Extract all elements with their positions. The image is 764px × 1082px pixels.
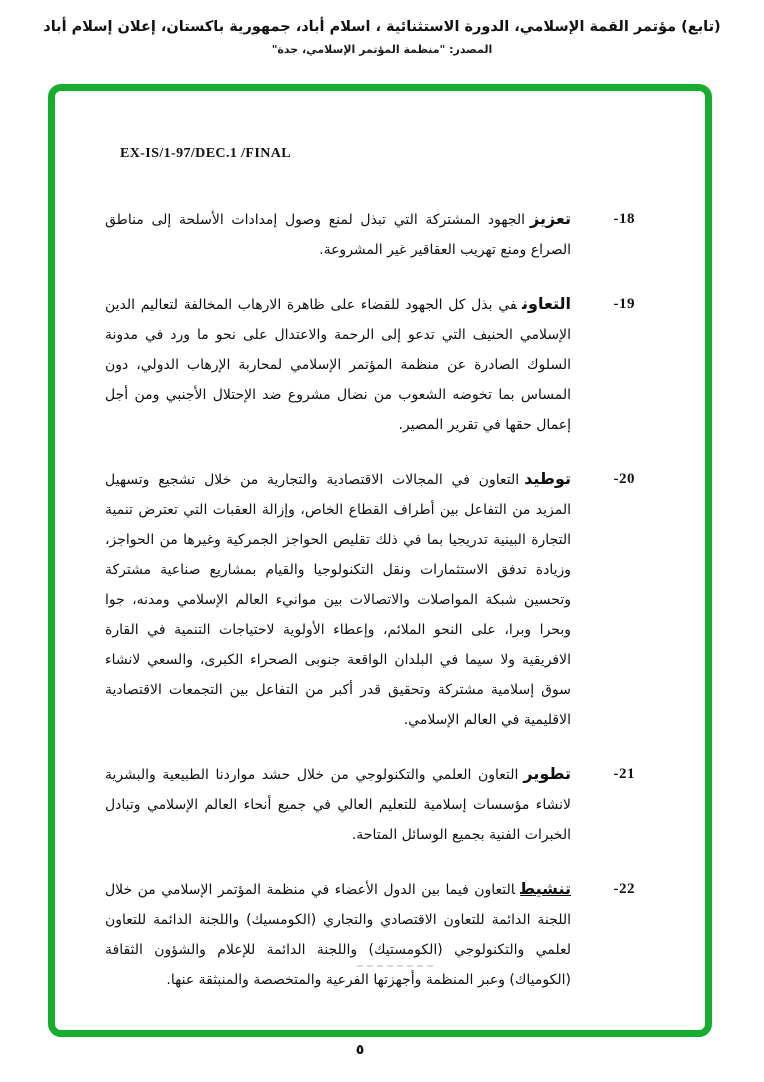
paragraph-text: التعاون العلمي والتكنولوجي من خلال حشد مواردنا الطبيعية والبشرية لانشاء مؤسسات إسلامية للتعليم العالي في جميع أنحاء العالم الإسلامي وتبادل الخبرات الفنية بجميع الوسائل المتاحة. bbox=[105, 767, 571, 843]
paragraph-keyword: تعزيز bbox=[530, 209, 571, 228]
paragraphs bbox=[105, 204, 635, 1019]
paragraph-text: في بذل كل الجهود للقضاء على ظاهرة الارهاب المخالفة لتعاليم الدين الإسلامي الحنيف التي تدعو إلى الرحمة والاعتدال على نحو ما ورد في مدونة السلوك الصادرة عن منظمة المؤتمر الإسلامي لمحاربة الإرهاب الدولي، دون المساس بما تخوضه الشعوب من نضال مشروع ضد الإحتلال الأجنبي ومن أجل إعمال حقها في تقرير المصير. bbox=[105, 297, 571, 433]
header-title: (تابع) مؤتمر القمة الإسلامي، الدورة الاستثنائية ، اسلام أباد، جمهورية باكستان، إعلان إسلام أباد bbox=[43, 19, 721, 35]
paragraph-row bbox=[105, 289, 635, 440]
header-source: المصدر: "منظمة المؤتمر الإسلامي، جدة" bbox=[271, 43, 493, 56]
page-number: ٥ bbox=[355, 1042, 365, 1058]
paragraph-row bbox=[105, 759, 635, 850]
paragraph-number: -20 bbox=[613, 471, 635, 487]
paragraph-keyword: تنشيط bbox=[520, 879, 571, 898]
paragraph-keyword: التعاون bbox=[521, 294, 571, 313]
scan-artifact-line bbox=[357, 965, 433, 967]
paragraph-text: التعاون فيما بين الدول الأعضاء في منظمة المؤتمر الإسلامي من خلال اللجنة الدائمة للتعاون الاقتصادي والتجاري (الكومسيك) واللجنة الدائمة للتعاون لعلمي والتكنولوجي (الكومستيك) واللجنة الدائمة للإعلام والشؤون الثقافة (الكومياك) وعبر المنظمة وأجهزتها الفرعية والمتخصصة والمنبثقة عنها. bbox=[105, 882, 571, 988]
paragraph-text: التعاون في المجالات الاقتصادية والتجارية من خلال تشجيع وتسهيل المزيد من التفاعل بين أطراف القطاع الخاص، وإزالة العقبات التي تعترض تنمية التجارة البينية تدريجيا بما في ذلك تقليص الحواجز الجمركية وغيرها من الحواجز، وزيادة تدفق الاستثمارات ونقل التكنولوجيا والقيام بمشاريع صناعية مشتركة وتحسين شبكة المواصلات والاتصالات بين موانيء العالم الإسلامي ومدنه، جوا وبحرا وبرا، على النحو الملائم، وإعطاء الأولوية لاحتياجات التنمية في القارة الافريقية ولا سيما في البلدان الواقعة جنوبى الصحراء الكبرى، والسعي لانشاء سوق إسلامية مشتركة وتحقيق قدر أكبر من التفاعل بين التجمعات الاقتصادية الاقليمية في العالم الإسلامي. bbox=[105, 472, 571, 728]
paragraph-row bbox=[105, 204, 635, 265]
document-reference: EX-IS/1-97/DEC.1 /FINAL bbox=[120, 146, 291, 161]
paragraph-row bbox=[105, 464, 635, 735]
paragraph-text: الجهود المشتركة التي تبذل لمنع وصول إمدادات الأسلحة إلى مناطق الصراع ومنع تهريب العقاقير غير المشروعة. bbox=[105, 212, 571, 258]
paragraph-keyword: تطوير bbox=[523, 764, 571, 783]
paragraph-keyword: توطيد bbox=[524, 469, 571, 488]
paragraph-number: -21 bbox=[613, 766, 635, 782]
paragraph-number: -22 bbox=[613, 881, 635, 897]
paragraph-row bbox=[105, 874, 635, 995]
page-header bbox=[40, 16, 724, 56]
paragraph-number: -18 bbox=[613, 211, 635, 227]
paragraph-number: -19 bbox=[613, 296, 635, 312]
